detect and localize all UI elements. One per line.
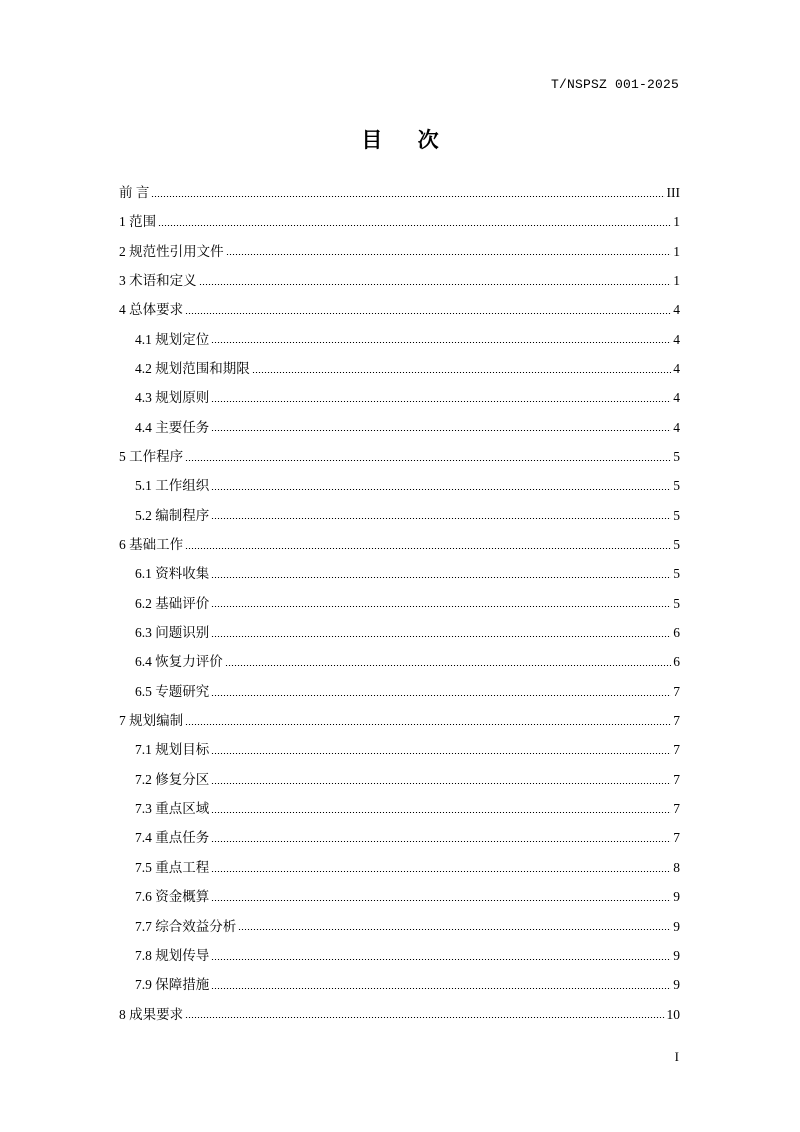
- toc-entry-label: 7.1 规划目标: [135, 742, 210, 758]
- toc-entry-label: 5 工作程序: [119, 449, 184, 465]
- dot-leader: [211, 342, 671, 343]
- toc-entry-page: 10: [666, 1006, 680, 1022]
- toc-entry-label: 4.2 规划范围和期限: [135, 360, 250, 376]
- toc-entry[interactable]: [119, 941, 680, 970]
- toc-entry-label: 5.1 工作组织: [135, 478, 210, 494]
- toc-entry[interactable]: [119, 266, 680, 295]
- toc-entry-page: 9: [673, 889, 680, 905]
- toc-entry[interactable]: [119, 677, 680, 706]
- dot-leader: [185, 1017, 664, 1018]
- toc-entry-page: 6: [673, 654, 680, 670]
- toc-entry[interactable]: [119, 618, 680, 647]
- dot-leader: [211, 401, 671, 402]
- dot-leader: [211, 959, 671, 960]
- toc-entry[interactable]: [119, 648, 680, 677]
- document-code: T/NSPSZ 001-2025: [550, 77, 679, 92]
- toc-entry[interactable]: [119, 794, 680, 823]
- toc-entry-page: 7: [673, 801, 680, 817]
- dot-leader: [211, 812, 671, 813]
- toc-entry-page: 7: [673, 771, 680, 787]
- toc-entry-page: 4: [673, 302, 680, 318]
- toc-entry[interactable]: [119, 765, 680, 794]
- dot-leader: [252, 372, 672, 373]
- toc-entry-label: 6.2 基础评价: [135, 595, 210, 611]
- toc-entry[interactable]: [119, 559, 680, 588]
- dot-leader: [185, 724, 671, 725]
- toc-entry-label: 7.6 资金概算: [135, 889, 210, 905]
- toc-entry-label: 6.4 恢复力评价: [135, 654, 223, 670]
- toc-entry[interactable]: [119, 442, 680, 471]
- toc-entry-label: 2 规范性引用文件: [119, 243, 224, 259]
- toc-entry-label: 4 总体要求: [119, 302, 184, 318]
- dot-leader: [185, 548, 671, 549]
- toc-entry-page: 5: [673, 507, 680, 523]
- toc-entry[interactable]: [119, 354, 680, 383]
- toc-entry-label: 7.8 规划传导: [135, 947, 210, 963]
- toc-entry-page: 5: [673, 566, 680, 582]
- toc-entry-label: 7.3 重点区域: [135, 801, 210, 817]
- toc-entry-page: 6: [673, 625, 680, 641]
- toc-entry-page: 9: [673, 947, 680, 963]
- toc-entry-page: 1: [673, 243, 680, 259]
- toc-entry[interactable]: [119, 207, 680, 236]
- toc-entry[interactable]: [119, 413, 680, 442]
- dot-leader: [158, 225, 671, 226]
- dot-leader: [238, 929, 671, 930]
- dot-leader: [211, 900, 671, 901]
- toc-entry-label: 6 基础工作: [119, 537, 184, 553]
- dot-leader: [185, 460, 671, 461]
- toc-entry-page: 9: [673, 977, 680, 993]
- toc-entry-label: 8 成果要求: [119, 1006, 184, 1022]
- toc-entry-label: 1 范围: [119, 214, 157, 230]
- toc-entry-page: 5: [673, 595, 680, 611]
- toc-entry[interactable]: [119, 736, 680, 765]
- dot-leader: [211, 518, 671, 519]
- toc-entry[interactable]: [119, 383, 680, 412]
- toc-entry-page: III: [666, 184, 680, 200]
- toc-entry-page: 1: [673, 272, 680, 288]
- dot-leader: [211, 577, 671, 578]
- toc-entry[interactable]: [119, 1000, 680, 1029]
- toc-entry-label: 前 言: [119, 184, 150, 200]
- toc-entry[interactable]: [119, 970, 680, 999]
- toc-entry-page: 7: [673, 742, 680, 758]
- toc-entry[interactable]: [119, 882, 680, 911]
- toc-entry-page: 7: [673, 683, 680, 699]
- toc-entry-label: 7.2 修复分区: [135, 771, 210, 787]
- toc-entry-page: 1: [673, 214, 680, 230]
- toc-entry-page: 5: [673, 537, 680, 553]
- toc-entry-page: 4: [673, 331, 680, 347]
- toc-entry[interactable]: [119, 471, 680, 500]
- toc-entry[interactable]: [119, 530, 680, 559]
- toc-entry-page: 9: [673, 918, 680, 934]
- dot-leader: [211, 606, 671, 607]
- toc-entry-label: 7.5 重点工程: [135, 859, 210, 875]
- dot-leader: [211, 871, 671, 872]
- toc-entry-page: 4: [673, 390, 680, 406]
- toc-entry[interactable]: [119, 501, 680, 530]
- toc-entry-label: 5.2 编制程序: [135, 507, 210, 523]
- toc-entry-page: 5: [673, 478, 680, 494]
- toc-entry[interactable]: [119, 295, 680, 324]
- dot-leader: [211, 841, 671, 842]
- table-of-contents: [119, 178, 680, 1029]
- dot-leader: [211, 988, 671, 989]
- toc-entry[interactable]: [119, 853, 680, 882]
- toc-entry[interactable]: [119, 706, 680, 735]
- toc-entry[interactable]: [119, 325, 680, 354]
- toc-entry[interactable]: [119, 824, 680, 853]
- dot-leader: [211, 753, 671, 754]
- toc-entry-page: 5: [673, 449, 680, 465]
- dot-leader: [211, 489, 671, 490]
- toc-entry-label: 6.1 资料收集: [135, 566, 210, 582]
- toc-entry-label: 3 术语和定义: [119, 272, 197, 288]
- toc-entry-label: 7 规划编制: [119, 713, 184, 729]
- dot-leader: [211, 783, 671, 784]
- toc-entry[interactable]: [119, 178, 680, 207]
- dot-leader: [151, 196, 664, 197]
- dot-leader: [185, 313, 671, 314]
- dot-leader: [211, 430, 671, 431]
- dot-leader: [211, 636, 671, 637]
- dot-leader: [199, 284, 672, 285]
- toc-entry[interactable]: [119, 589, 680, 618]
- toc-entry[interactable]: [119, 912, 680, 941]
- toc-entry-page: 8: [673, 859, 680, 875]
- toc-title: 目 次: [361, 128, 453, 152]
- toc-entry-page: 4: [673, 419, 680, 435]
- dot-leader: [211, 695, 671, 696]
- toc-entry-page: 7: [673, 713, 680, 729]
- toc-entry-label: 6.3 问题识别: [135, 625, 210, 641]
- toc-entry-label: 4.1 规划定位: [135, 331, 210, 347]
- toc-entry-label: 7.4 重点任务: [135, 830, 210, 846]
- page-number: I: [674, 1049, 679, 1064]
- toc-entry-label: 6.5 专题研究: [135, 683, 210, 699]
- toc-entry-page: 4: [673, 360, 680, 376]
- toc-entry-page: 7: [673, 830, 680, 846]
- toc-entry-label: 4.4 主要任务: [135, 419, 210, 435]
- toc-entry-label: 7.7 综合效益分析: [135, 918, 237, 934]
- toc-entry-label: 7.9 保障措施: [135, 977, 210, 993]
- dot-leader: [226, 254, 672, 255]
- toc-entry[interactable]: [119, 237, 680, 266]
- dot-leader: [225, 665, 672, 666]
- toc-entry-label: 4.3 规划原则: [135, 390, 210, 406]
